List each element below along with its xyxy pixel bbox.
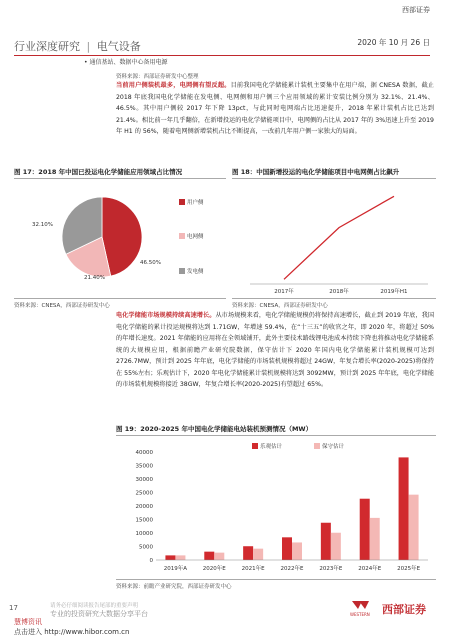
fig19-title: 图 19：2020-2025 年中国电化学储能电站装机预测情况（MW） — [116, 425, 313, 433]
paragraph-1-lead: 当前用户侧装机最多，电网侧有望反超。 — [116, 82, 231, 89]
fig19-bar-chart — [116, 438, 436, 578]
fig19-ytick: 0 — [149, 558, 153, 564]
bullet-item: • 通信基站、数据中心备用电源 — [84, 59, 168, 66]
fig19-ytick: 30000 — [135, 477, 153, 483]
fig19-bottom-rule — [116, 579, 436, 580]
fig18-line-chart — [232, 182, 436, 297]
legend-label-grid: 电网侧 — [187, 234, 204, 240]
pie-label-grid: 21.40% — [84, 275, 105, 281]
fig19-bar-optimistic — [399, 457, 409, 560]
pie-label-gen: 32.10% — [32, 222, 53, 228]
fig19-bar-optimistic — [360, 499, 370, 560]
fig19-bar-conservative — [253, 549, 263, 560]
report-section: 电气设备 — [96, 40, 141, 53]
paragraph-1 — [116, 80, 434, 138]
pie-label-user: 46.50% — [140, 260, 161, 266]
header-divider — [14, 55, 430, 56]
fig18-xtick-2017: 2017年 — [274, 289, 294, 295]
paragraph-1-body: 目前我国电化学储能累计装机主要集中在用户端，据 CNESA 数据，截止 2018 年底我国电化学储能在发电侧、电网侧和用户侧三个应用领域的累计安装比例分别为 32.1%、21.4%、46.5%。其中用户侧较 2017 年下降 13pct，与此同时电网端占比迅速提升，2018 年累计装机占比已达到 21.4%。相比前一年几乎翻倍，在新增投运的电化学储能项目中，电网侧的占比从 2017 年的 3%迅速上升至 2019 年 H1 的 56%，随着电网侧新增装机占比不断提高，一改前几年用户侧一家独大的局面。 — [116, 82, 434, 135]
fig19-ytick: 5000 — [139, 544, 153, 551]
fig19-ytick: 10000 — [135, 531, 153, 537]
footer-slogan: 专业的投资研究大数据分享平台 — [50, 610, 148, 618]
fig19-xtick: 2022年E — [280, 566, 304, 572]
fig19-legend-swatch-conservative — [314, 443, 320, 449]
fig18-source: 资料来源：CNESA，西部证券研发中心 — [232, 303, 328, 309]
fig19-xtick: 2020年E — [202, 566, 226, 572]
top-source: 资料来源：西部证券研发中心整理 — [116, 74, 199, 80]
fig19-bar-conservative — [292, 542, 302, 560]
logo-icon — [348, 597, 438, 619]
paragraph-2-lead: 电化学储能市场规模持续高速增长。 — [116, 312, 216, 319]
fig19-xtick: 2019年A — [163, 566, 188, 572]
fig19-bar-optimistic — [282, 537, 292, 560]
fig18-bottom-rule — [232, 298, 436, 299]
fig17-rule — [14, 178, 226, 179]
fig17-pie-chart — [14, 182, 226, 297]
fig19-bar-conservative — [214, 553, 224, 560]
fig18-title: 图 18：中国新增投运的电化学储能项目中电网侧占比飙升 — [232, 168, 400, 176]
title-separator: | — [86, 40, 91, 53]
disclaimer-note: 请务必仔细阅读报告尾部的重要声明 — [50, 603, 139, 609]
fig19-bar-conservative — [175, 555, 185, 560]
paragraph-2-body: 从市场规模来看，电化学储能规模仍将保持高速增长，截止到 2019 年底，我国电化学储能的累计投运规模将达到 1.71GW，年增速 59.4%，在“十三五”的收官之年，即 2020 年，将超过 50%的年增长速度。2021 年储能的应用将在全领域铺开，此外主要技术路线锂电池成本持续下降也将推动电化学储能系统的大规模应用，根据前瞻产业研究院数据，保守估计下 2020 年国内电化学储能累计装机规模可达到 2726.7MW，预计到 2025 年年底，电化学储能的市场装机规模将超过 24GW，年复合增长率(2020-2025)将保持在 55%左右；乐观估计下，2020 年电化学储能累计装机规模将达到 3092MW，预计到 2025 年年底，电化学储能的市场装机规模将接近 38GW，年复合增长率(2020-2025)有望超过 65%。 — [116, 312, 434, 388]
legend-label-user: 用户侧 — [187, 200, 204, 206]
fig19-bar-conservative — [370, 518, 380, 560]
fig19-rule — [116, 435, 436, 436]
paragraph-2 — [116, 310, 434, 391]
footer-link[interactable]: 点击进入 http://www.hibor.com.cn — [14, 628, 130, 636]
fig19-bar-conservative — [331, 533, 341, 560]
fig17-title: 图 17：2018 年中国已投运电化学储能应用领域占比情况 — [14, 168, 183, 176]
fig19-legend-conservative: 保守估计 — [322, 444, 345, 450]
fig19-ytick: 35000 — [135, 463, 153, 470]
footer-watermark-brand: 慧博资讯 — [14, 618, 42, 626]
fig18-series-line — [284, 196, 394, 279]
fig19-xtick: 2024年E — [358, 566, 382, 572]
legend-swatch-gen — [179, 268, 185, 274]
legend-swatch-grid — [179, 233, 185, 239]
fig19-legend-optimistic: 乐观估计 — [260, 444, 283, 450]
fig19-ytick: 40000 — [135, 450, 153, 456]
fig19-ytick: 15000 — [135, 517, 153, 524]
fig17-bottom-rule — [14, 298, 226, 299]
report-type: 行业深度研究 — [14, 40, 80, 53]
fig18-xtick-2018: 2018年 — [329, 289, 349, 295]
fig18-xtick-2019h1: 2019年H1 — [380, 289, 408, 295]
legend-swatch-user — [179, 199, 185, 205]
page-number: 17 — [9, 604, 18, 612]
fig19-source: 资料来源：前瞻产业研究院，西部证券研发中心 — [116, 584, 232, 590]
fig19-xtick: 2021年E — [241, 566, 265, 572]
logo-cn: 西部证券 — [382, 603, 426, 616]
legend-label-gen: 发电侧 — [187, 269, 204, 275]
fig19-bar-optimistic — [321, 523, 331, 560]
fig19-ytick: 20000 — [135, 504, 153, 510]
logo-en: WESTERN — [350, 612, 370, 617]
fig19-bar-conservative — [409, 495, 419, 560]
fig19-xtick: 2025年E — [397, 566, 421, 572]
company-logo — [348, 597, 438, 619]
fig19-bar-optimistic — [165, 555, 175, 560]
fig19-legend-swatch-optimistic — [252, 443, 258, 449]
fig19-bar-optimistic — [243, 546, 253, 560]
fig18-rule — [232, 178, 436, 179]
report-date: 2020 年 10 月 26 日 — [357, 38, 430, 47]
fig19-xtick: 2023年E — [319, 566, 343, 572]
page-title — [14, 38, 141, 54]
fig17-source: 资料来源：CNESA，西部证券研发中心 — [14, 303, 110, 309]
fig19-ytick: 25000 — [135, 490, 153, 497]
header-brand: 西部证券 — [402, 6, 430, 14]
fig19-bar-optimistic — [204, 552, 214, 560]
